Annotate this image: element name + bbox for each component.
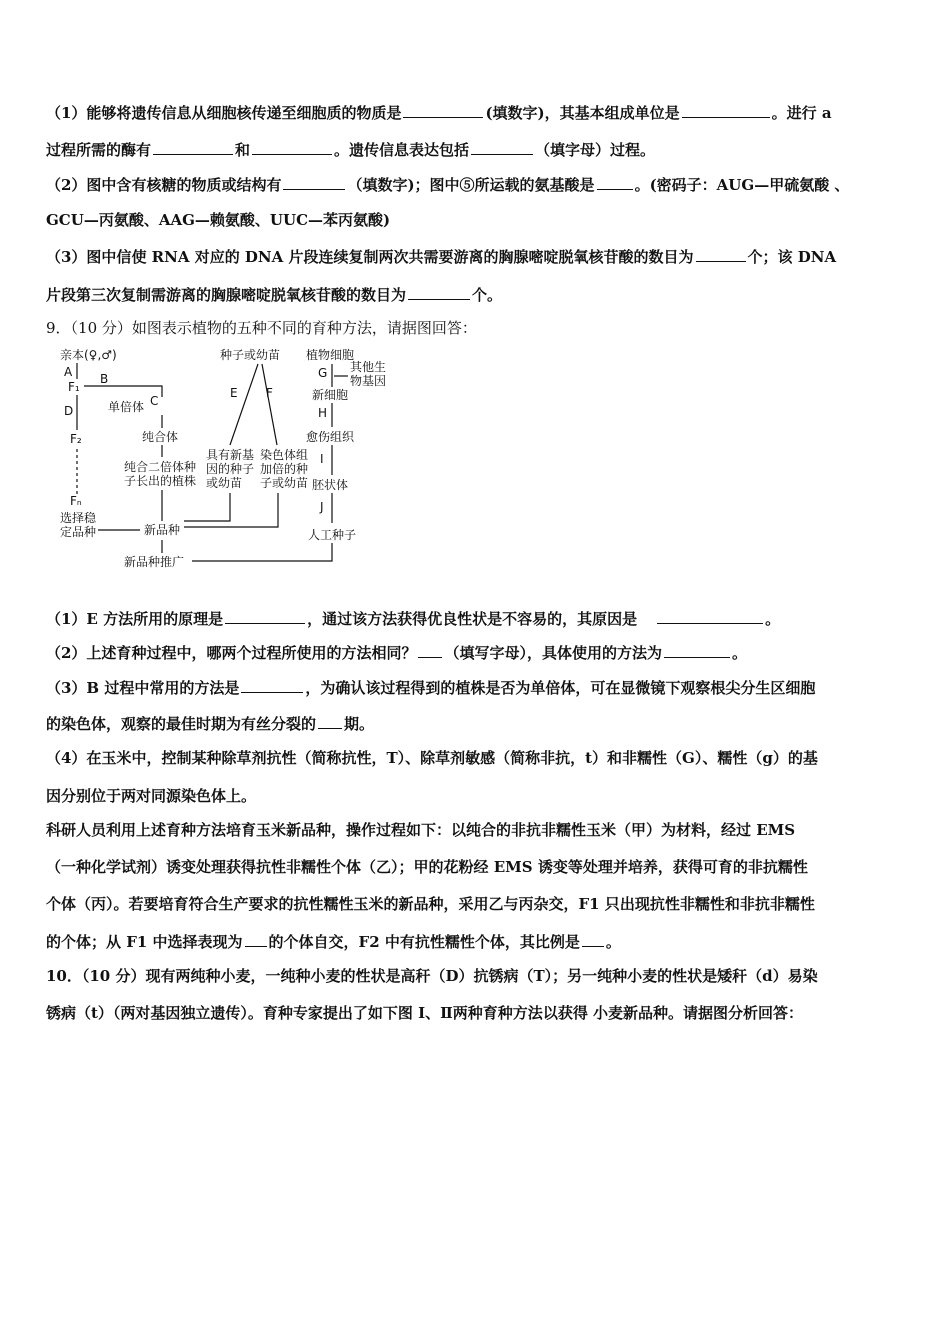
answer-blank[interactable] [245, 930, 267, 947]
q9-part5-line1: 科研人员利用上述育种方法培育玉米新品种，操作过程如下：以纯合的非抗非糯性玉米（甲）为材料，经过 EMS [46, 821, 796, 839]
answer-blank[interactable] [318, 712, 342, 729]
text: （1）E 方法所用的原理是 [46, 610, 224, 628]
text: GCU—丙氨酸、AAG—赖氨酸、UUC—苯丙氨酸) [46, 211, 391, 229]
diagram-label-chrom-2: 加倍的种 [260, 462, 309, 476]
q8-part2-line2 [46, 209, 390, 231]
text: 的个体；从 F1 中选择表现为 [46, 933, 243, 951]
diagram-label-embryoid: 胚状体 [312, 478, 349, 492]
diagram-label-chrom-1: 染色体组 [260, 448, 309, 462]
text: 片段第三次复制需游离的胸腺嘧啶脱氧核苷酸的数目为 [46, 286, 407, 304]
diagram-label-homo-2: 子长出的植株 [124, 474, 197, 488]
diagram-label-fn: Fₙ [70, 494, 82, 508]
q9-part4-line1: （4）在玉米中，控制某种除草剂抗性（简称抗性，T）、除草剂敏感（简称非抗，t）和非糯性（G）、糯性（g）的基 [46, 749, 818, 767]
diagram-label-a: A [64, 365, 73, 379]
answer-blank[interactable] [252, 138, 332, 155]
answer-blank[interactable] [682, 101, 770, 118]
diagram-label-homo-1: 纯合二倍体种 [124, 460, 197, 474]
text: 。(密码子：AUG—甲硫氨酸 、 [634, 176, 850, 194]
q8-part3-line2 [46, 283, 502, 306]
q9-title: 9．（10 分）如图表示植物的五种不同的育种方法，请据图回答： [46, 319, 477, 337]
diagram-label-d: D [64, 404, 74, 418]
text: （3）B 过程中常用的方法是 [46, 679, 240, 697]
q8-part2-line1 [46, 173, 849, 196]
diagram-label-select-2: 定品种 [60, 525, 97, 539]
diagram-label-j: J [320, 500, 324, 514]
diagram-label-e: E [230, 386, 238, 400]
text: 。 [731, 644, 747, 662]
text: (填数字)，其基本组成单位是 [485, 104, 680, 122]
diagram-label-select-1: 选择稳 [60, 511, 97, 525]
breeding-methods-diagram [52, 345, 387, 575]
text: 。 [605, 933, 621, 951]
diagram-label-h: H [318, 406, 328, 420]
q9-part4-line2: 因分别位于两对同源染色体上。 [46, 787, 257, 805]
text: 个。 [472, 286, 503, 304]
q8-part3-line1 [46, 245, 836, 268]
diagram-label-c: C [150, 394, 159, 408]
text: 和 [235, 141, 251, 159]
diagram-label-new-gene-2: 因的种子 [206, 462, 255, 476]
diagram-label-artificial-seed: 人工种子 [308, 528, 357, 542]
diagram-label-other-1: 其他生 [350, 360, 387, 374]
text: （填写字母），具体使用的方法为 [444, 644, 662, 662]
diagram-label-b: B [100, 372, 109, 386]
diagram-label-new-gene-3: 或幼苗 [206, 476, 243, 490]
text: 的个体自交，F2 中有抗性糯性个体，其比例是 [268, 933, 580, 951]
answer-blank[interactable] [225, 607, 305, 624]
diagram-label-callus: 愈伤组织 [306, 430, 355, 444]
q9-part5-line2: （一种化学试剂）诱变处理获得抗性非糯性个体（乙）；甲的花粉经 EMS 诱变等处理并培养，获得可育的非抗糯性 [46, 858, 808, 876]
text: （1）能够将遗传信息从细胞核传递至细胞质的物质是 [46, 104, 402, 122]
diagram-label-parent: 亲本(♀,♂) [60, 348, 117, 362]
answer-blank[interactable] [418, 641, 442, 658]
text: 。遗传信息表达包括 [334, 141, 470, 159]
text: （填字母）过程。 [535, 141, 656, 159]
text: 的染色体，观察的最佳时期为有丝分裂的 [46, 715, 317, 733]
diagram-label-other-2: 物基因 [350, 374, 387, 388]
text: 过程所需的酶有 [46, 141, 152, 159]
q8-part1-line1 [46, 101, 832, 124]
text: （2）上述育种过程中，哪两个过程所使用的方法相同？ [46, 644, 417, 662]
answer-blank[interactable] [153, 138, 233, 155]
answer-blank[interactable] [408, 283, 470, 300]
diagram-label-plant-cell: 植物细胞 [306, 348, 355, 362]
answer-blank[interactable] [657, 607, 763, 624]
answer-blank[interactable] [403, 101, 483, 118]
q9-part2 [46, 641, 747, 664]
diagram-label-chrom-3: 子或幼苗 [260, 476, 309, 490]
diagram-label-new-cell: 新细胞 [312, 388, 349, 402]
answer-blank[interactable] [471, 138, 533, 155]
diagram-label-seed: 种子或幼苗 [220, 348, 281, 362]
diagram-label-f: F [266, 386, 273, 400]
diagram-label-new-variety: 新品种 [144, 523, 181, 537]
q10-line1: 10．（10 分）现有两纯种小麦，一纯种小麦的性状是高秆（D）抗锈病（T）；另一纯种小麦的性状是矮秆（d）易染 [46, 967, 818, 985]
diagram-label-pure: 纯合体 [142, 430, 179, 444]
q9-part5-line3: 个体（丙）。若要培育符合生产要求的抗性糯性玉米的新品种，采用乙与丙杂交，F1 只出现抗性非糯性和非抗非糯性 [46, 895, 815, 913]
text: （2）图中含有核糖的物质或结构有 [46, 176, 282, 194]
text: 。进行 a [771, 104, 832, 122]
q9-part3-line1 [46, 676, 815, 699]
answer-blank[interactable] [696, 245, 746, 262]
answer-blank[interactable] [241, 676, 303, 693]
q9-part3-line2 [46, 712, 374, 735]
q8-part1-line2 [46, 138, 655, 161]
diagram-label-g: G [318, 366, 328, 380]
text: （填数字)；图中⑤所运载的氨基酸是 [347, 176, 595, 194]
answer-blank[interactable] [664, 641, 730, 658]
text: ，为确认该过程得到的植株是否为单倍体，可在显微镜下观察根尖分生区细胞 [305, 679, 816, 697]
answer-blank[interactable] [283, 173, 345, 190]
diagram-label-i: I [320, 452, 324, 466]
text: 个；该 DNA [747, 248, 837, 266]
text: 期。 [344, 715, 375, 733]
diagram-label-haploid: 单倍体 [108, 400, 145, 414]
answer-blank[interactable] [597, 173, 633, 190]
text: （3）图中信使 RNA 对应的 DNA 片段连续复制两次共需要游离的胸腺嘧啶脱氧核苷酸的数目为 [46, 248, 694, 266]
answer-blank[interactable] [582, 930, 604, 947]
diagram-label-promote: 新品种推广 [124, 555, 185, 569]
q9-part5-line4 [46, 930, 621, 953]
text: 。 [765, 610, 781, 628]
diagram-label-new-gene-1: 具有新基 [206, 448, 255, 462]
text: ，通过该方法获得优良性状是不容易的，其原因是 [307, 610, 638, 628]
diagram-label-f1: F₁ [68, 380, 80, 394]
q9-part1 [46, 607, 780, 630]
diagram-label-f2: F₂ [70, 432, 82, 446]
q10-line2: 锈病（t）（两对基因独立遗传）。育种专家提出了如下图 I、Ⅱ两种育种方法以获得 小麦新品种。请据图分析回答： [46, 1004, 804, 1022]
